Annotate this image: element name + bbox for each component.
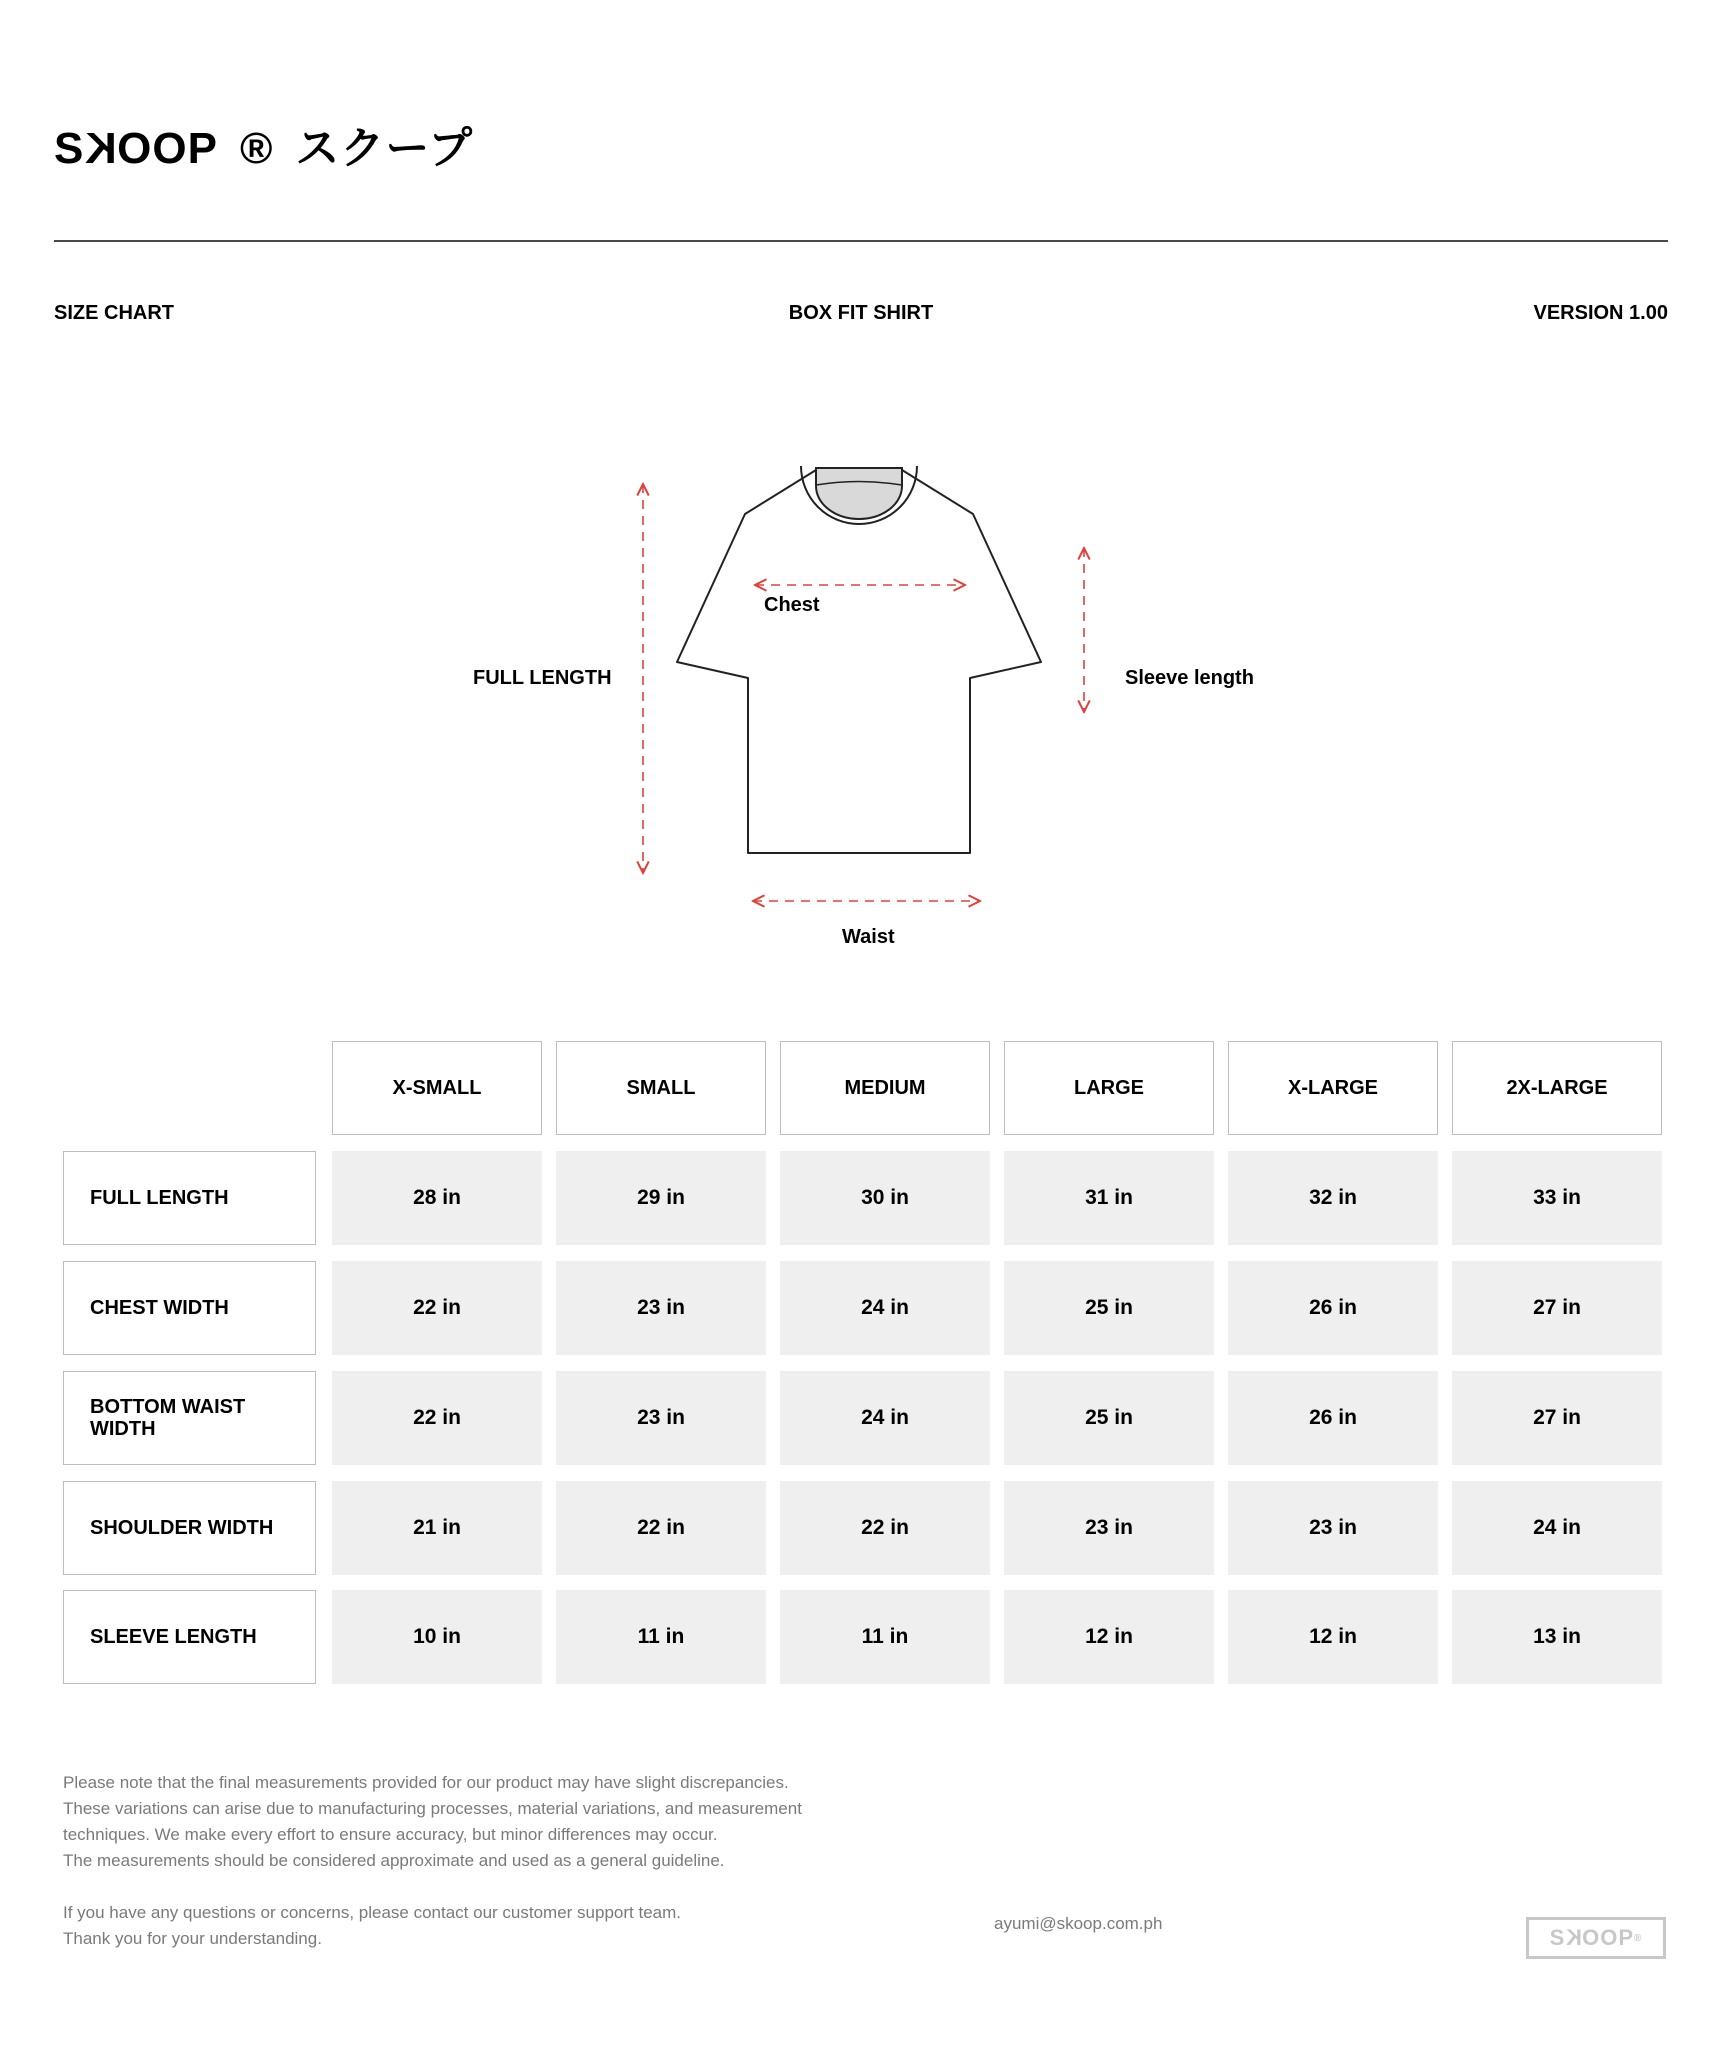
table-cell: 27 in [1452, 1261, 1662, 1355]
table-cell: 13 in [1452, 1590, 1662, 1684]
table-cell: 23 in [556, 1371, 766, 1465]
table-cell: 25 in [1004, 1371, 1214, 1465]
stamp-suffix: OOP [1582, 1925, 1635, 1950]
disclaimer-line: Please note that the final measurements provided for our product may have slight discrepancies. [63, 1773, 789, 1792]
table-cell: 31 in [1004, 1151, 1214, 1245]
brand-prefix: S [54, 124, 85, 173]
support-line: If you have any questions or concerns, please contact our customer support team. [63, 1903, 682, 1922]
table-cell: 24 in [780, 1371, 990, 1465]
table-cell: 24 in [780, 1261, 990, 1355]
shirt-diagram [0, 0, 1722, 1000]
table-cell: 26 in [1228, 1371, 1438, 1465]
row-label-shoulder-width: SHOULDER WIDTH [63, 1481, 316, 1575]
doc-type-label: SIZE CHART [54, 302, 174, 324]
brand-suffix: OOP [117, 124, 218, 173]
shirt-outline [677, 470, 1041, 853]
table-cell: 23 in [556, 1261, 766, 1355]
table-cell: 22 in [556, 1481, 766, 1575]
disclaimer-line: techniques. We make every effort to ensure accuracy, but minor differences may occur. [63, 1825, 718, 1844]
row-label-full-length: FULL LENGTH [63, 1151, 316, 1245]
table-cell: 22 in [332, 1261, 542, 1355]
size-header-small: SMALL [556, 1041, 766, 1135]
table-cell: 12 in [1228, 1590, 1438, 1684]
brand-japanese: スクープ [295, 124, 474, 173]
size-header-2x-large: 2X-LARGE [1452, 1041, 1662, 1135]
table-cell: 21 in [332, 1481, 542, 1575]
table-cell: 29 in [556, 1151, 766, 1245]
size-header-x-large: X-LARGE [1228, 1041, 1438, 1135]
waist-label: Waist [842, 926, 895, 948]
disclaimer-line: These variations can arise due to manufacturing processes, material variations, and measurement [63, 1799, 802, 1818]
table-cell: 27 in [1452, 1371, 1662, 1465]
disclaimer-paragraph [63, 1770, 802, 1874]
support-line: Thank you for your understanding. [63, 1929, 322, 1948]
support-paragraph [63, 1900, 681, 1952]
row-label-chest-width: CHEST WIDTH [63, 1261, 316, 1355]
stamp-mirrored-k: K [1565, 1925, 1583, 1950]
table-cell: 26 in [1228, 1261, 1438, 1355]
table-cell: 28 in [332, 1151, 542, 1245]
chest-label: Chest [764, 594, 820, 616]
brand-stamp-logo [1526, 1917, 1666, 1959]
row-label-sleeve-length: SLEEVE LENGTH [63, 1590, 316, 1684]
table-cell: 33 in [1452, 1151, 1662, 1245]
table-cell: 23 in [1228, 1481, 1438, 1575]
full-length-label: FULL LENGTH [473, 667, 612, 689]
table-cell: 30 in [780, 1151, 990, 1245]
table-cell: 12 in [1004, 1590, 1214, 1684]
stamp-registered-mark: ® [1634, 1932, 1643, 1944]
stamp-prefix: S [1549, 1925, 1566, 1950]
size-header-x-small: X-SMALL [332, 1041, 542, 1135]
sleeve-length-label: Sleeve length [1125, 667, 1254, 689]
table-cell: 25 in [1004, 1261, 1214, 1355]
size-header-large: LARGE [1004, 1041, 1214, 1135]
size-header-medium: MEDIUM [780, 1041, 990, 1135]
table-cell: 32 in [1228, 1151, 1438, 1245]
table-cell: 11 in [556, 1590, 766, 1684]
registered-mark: ® [239, 124, 274, 173]
table-cell: 22 in [780, 1481, 990, 1575]
table-cell: 11 in [780, 1590, 990, 1684]
row-label-bottom-waist-width: BOTTOM WAIST WIDTH [63, 1371, 316, 1465]
table-cell: 22 in [332, 1371, 542, 1465]
disclaimer-line: The measurements should be considered approximate and used as a general guideline. [63, 1851, 725, 1870]
product-name: BOX FIT SHIRT [788, 302, 934, 324]
contact-email[interactable]: ayumi@skoop.com.ph [994, 1914, 1163, 1933]
version-label: VERSION 1.00 [1533, 302, 1668, 324]
table-cell: 24 in [1452, 1481, 1662, 1575]
table-cell: 10 in [332, 1590, 542, 1684]
brand-mirrored-k: K [84, 124, 118, 173]
table-cell: 23 in [1004, 1481, 1214, 1575]
